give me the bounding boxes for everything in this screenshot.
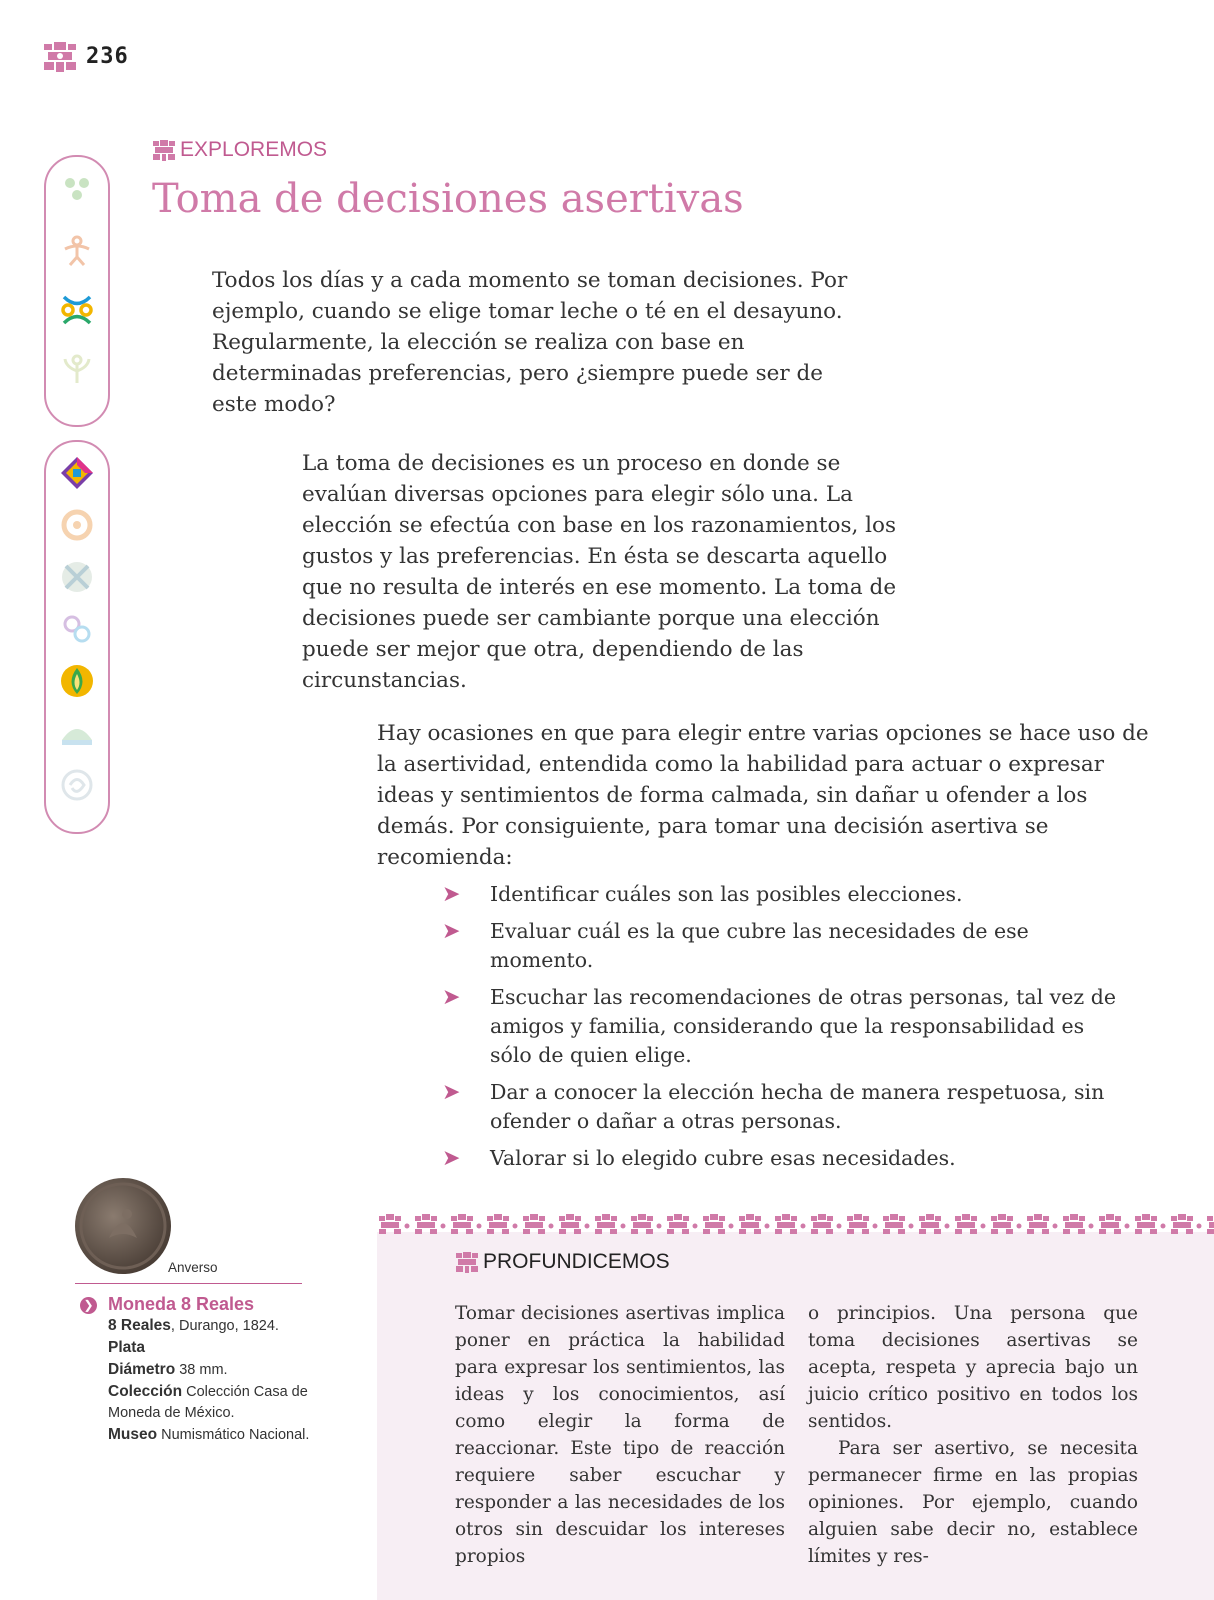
circle-swirl-icon[interactable] bbox=[60, 768, 94, 802]
bullet-arrow-icon: ➤ bbox=[442, 1146, 461, 1171]
codex-emblem-icon bbox=[42, 40, 78, 74]
coin-museum-value: Numismático Nacional. bbox=[157, 1427, 310, 1443]
page-title: Toma de decisiones asertivas bbox=[152, 176, 744, 222]
divider bbox=[75, 1283, 302, 1284]
profundicemos-column-1: Tomar decisiones asertivas implica poner en práctica la habilidad para expresar los sentimientos, las ideas y los conocimientos, así como elegir la forma de reaccionar. Este tipo de reacción requiere saber escuchar y responder a las necesidades de los otros sin descuidar los intereses propios bbox=[455, 1303, 785, 1567]
landscape-dome-icon[interactable] bbox=[60, 716, 94, 750]
bullet-arrow-icon: ➤ bbox=[442, 882, 461, 907]
list-item bbox=[442, 917, 1132, 975]
coin-collection-label: Colección bbox=[108, 1383, 183, 1400]
bullet-arrow-icon: ➤ bbox=[442, 919, 461, 944]
bullet-arrow-icon: ➤ bbox=[442, 985, 461, 1010]
coin-diameter-row bbox=[108, 1359, 320, 1381]
coin-collection-value: Colección Casa de Moneda de México. bbox=[108, 1384, 308, 1421]
eagle-emblem-icon bbox=[75, 1178, 171, 1274]
coin-collection-row bbox=[108, 1381, 320, 1424]
coin-image bbox=[75, 1178, 171, 1274]
coin-value-label: 8 Reales bbox=[108, 1317, 171, 1334]
plant-figure-icon[interactable] bbox=[60, 353, 94, 387]
list-item-text: Identificar cuáles son las posibles elecciones. bbox=[490, 882, 963, 906]
list-item-text: Escuchar las recomendaciones de otras personas, tal vez de amigos y familia, considerando que la responsabilidad es sólo de quien elige. bbox=[490, 985, 1116, 1067]
coin-diameter-value: 38 mm. bbox=[175, 1362, 228, 1378]
coin-value-row bbox=[108, 1315, 320, 1337]
sun-spiral-icon[interactable] bbox=[60, 508, 94, 542]
chevron-right-icon: ❯ bbox=[80, 1297, 97, 1314]
diamond-compass-icon[interactable] bbox=[60, 456, 94, 490]
coin-museum-label: Museo bbox=[108, 1426, 158, 1443]
sidebar-nav-top bbox=[44, 155, 110, 427]
coin-name: Moneda 8 Reales bbox=[108, 1294, 255, 1314]
bullet-arrow-icon: ➤ bbox=[442, 1080, 461, 1105]
page-number: 236 bbox=[86, 44, 129, 69]
section-label bbox=[152, 138, 327, 162]
leaf-cluster-icon[interactable] bbox=[60, 171, 94, 205]
list-item-text: Valorar si lo elegido cubre esas necesidades. bbox=[490, 1146, 956, 1170]
codex-glyph-icon bbox=[152, 139, 176, 161]
list-item bbox=[442, 1144, 1132, 1173]
lotus-flame-icon[interactable] bbox=[60, 664, 94, 698]
coin-material: Plata bbox=[108, 1339, 146, 1356]
profundicemos-label bbox=[455, 1250, 670, 1274]
coin-caption: Anverso bbox=[168, 1260, 218, 1275]
profundicemos-label-text: PROFUNDICEMOS bbox=[483, 1250, 670, 1274]
dancing-figure-icon[interactable] bbox=[60, 233, 94, 267]
recommendation-list bbox=[442, 880, 1132, 1181]
woven-square-icon[interactable] bbox=[60, 560, 94, 594]
coin-diameter-label: Diámetro bbox=[108, 1361, 176, 1378]
list-item-text: Evaluar cuál es la que cubre las necesidades de ese momento. bbox=[490, 919, 1029, 972]
definition-paragraph: La toma de decisiones es un proceso en donde se evalúan diversas opciones para elegir sólo una. La elección se efectúa con base en los razonamientos, los gustos y las preferencias. En ésta se descarta aquello que no resulta de interés en ese momento. La toma de decisiones puede ser cambiante porque una elección puede ser mejor que otra, dependiendo de las circunstancias. bbox=[302, 451, 897, 693]
coin-museum-row bbox=[108, 1424, 320, 1446]
people-hug-icon[interactable] bbox=[60, 293, 94, 327]
section-label-text: EXPLOREMOS bbox=[180, 138, 328, 162]
assertiveness-paragraph: Hay ocasiones en que para elegir entre varias opciones se hace uso de la asertividad, entendida como la habilidad para actuar o expresar ideas y sentimientos de forma calmada, sin dañar u ofender a los demás. Por consiguiente, para tomar una decisión asertiva se recomienda: bbox=[377, 721, 1149, 870]
profundicemos-column-2-paragraph-2: Para ser asertivo, se necesita permanecer firme en las propias opiniones. Por ejemplo, cuando alguien sabe decir no, establece límites y res- bbox=[808, 1438, 1138, 1567]
sidebar-nav-bottom bbox=[44, 440, 110, 834]
linked-rings-icon[interactable] bbox=[60, 612, 94, 646]
list-item bbox=[442, 1078, 1132, 1136]
list-item-text: Dar a conocer la elección hecha de manera respetuosa, sin ofender o dañar a otras personas. bbox=[490, 1080, 1105, 1133]
intro-paragraph: Todos los días y a cada momento se toman decisiones. Por ejemplo, cuando se elige tomar leche o té en el desayuno. Regularmente, la elección se realiza con base en determinadas preferencias, pero ¿siempre puede ser de este modo? bbox=[212, 268, 848, 417]
list-item bbox=[442, 880, 1132, 909]
coin-material-row bbox=[108, 1337, 320, 1359]
codex-glyph-icon bbox=[455, 1251, 479, 1273]
profundicemos-column-2-paragraph-1: o principios. Una persona que toma decisiones asertivas se acepta, respeta y aprecia bajo un juicio crítico positivo en todos los sentidos. bbox=[808, 1303, 1138, 1432]
profundicemos-column-2 bbox=[808, 1300, 1138, 1570]
coin-info bbox=[80, 1294, 320, 1446]
decorative-border-icon bbox=[377, 1208, 1214, 1238]
list-item bbox=[442, 983, 1132, 1070]
coin-value-detail: , Durango, 1824. bbox=[170, 1318, 279, 1334]
